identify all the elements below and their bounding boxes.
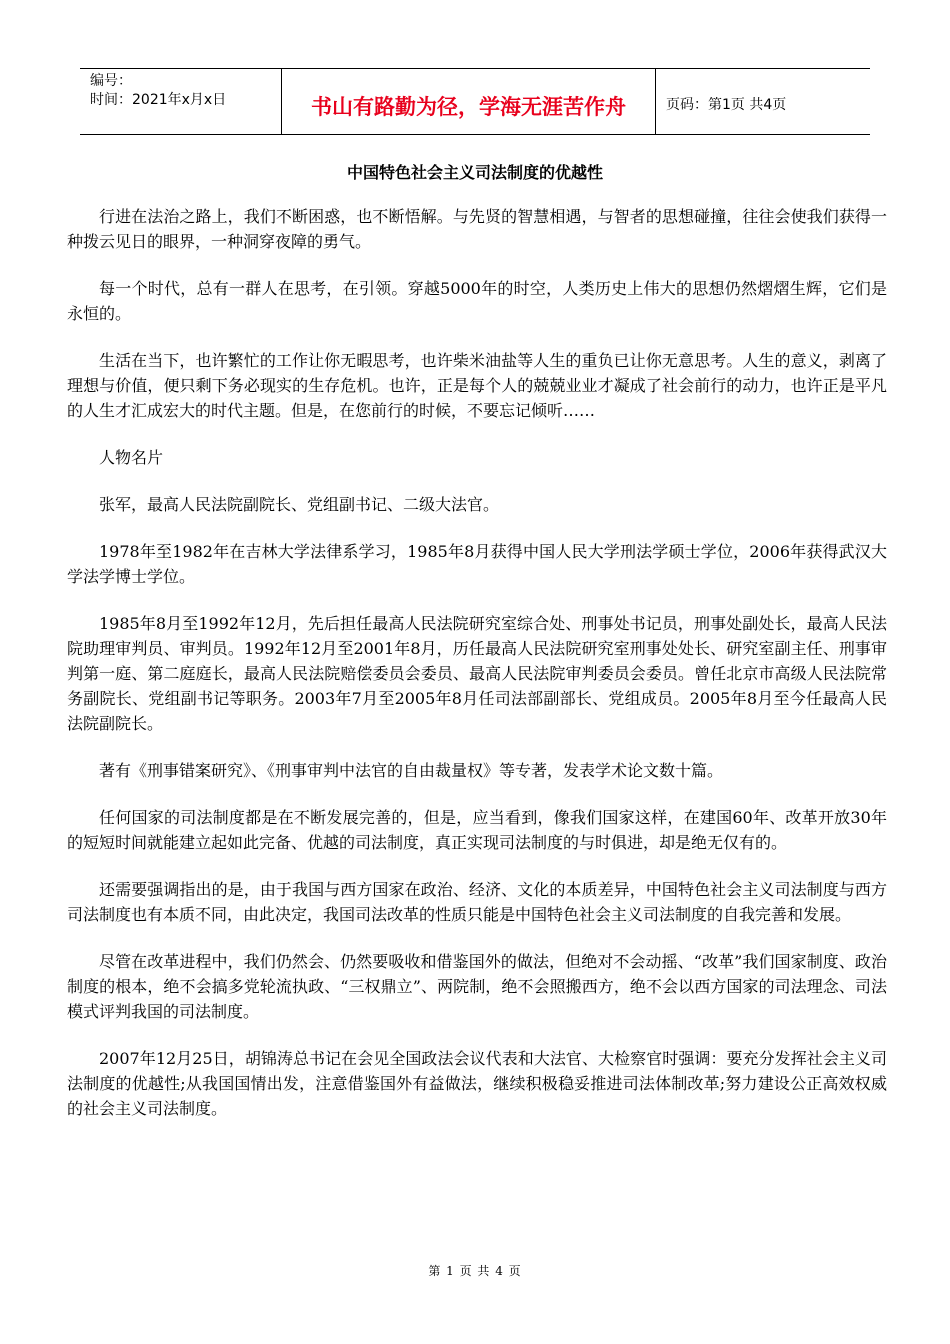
- paragraph: 行进在法治之路上，我们不断困惑，也不断悟解。与先贤的智慧相遇，与智者的思想碰撞，往往会使我们获得一种拨云见日的眼界，一种洞穿夜障的勇气。: [67, 207, 887, 251]
- header-slogan: 书山有路勤为径，学海无涯苦作舟: [282, 69, 656, 134]
- paragraph: 尽管在改革进程中，我们仍然会、仍然要吸收和借鉴国外的做法，但绝对不会动摇、“改革”我们国家制度、政治制度的根本，绝不会搞多党轮流执政、“三权鼎立”、两院制，绝不会照搬西方，绝不会以西方国家的司法理念、司法模式评判我国的司法制度。: [67, 952, 887, 1021]
- paragraph: 生活在当下，也许繁忙的工作让你无暇思考，也许柴米油盐等人生的重负已让你无意思考。人生的意义，剥离了理想与价值，便只剩下务必现实的生存危机。也许，正是每个人的兢兢业业才凝成了社会前行的动力，也许正是平凡的人生才汇成宏大的时代主题。但是，在您前行的时候，不要忘记倾听……: [67, 351, 887, 420]
- paragraph: 每一个时代，总有一群人在思考，在引领。穿越5000年的时空，人类历史上伟大的思想仍然熠熠生辉，它们是永恒的。: [67, 279, 887, 323]
- paragraph: 著有《刑事错案研究》、《刑事审判中法官的自由裁量权》等专著，发表学术论文数十篇。: [99, 761, 724, 780]
- document-header: [80, 68, 870, 135]
- paragraph: 张军，最高人民法院副院长、党组副书记、二级大法官。: [99, 495, 500, 514]
- paragraph: 人物名片: [99, 448, 164, 467]
- page-footer: 第 1 页 共 4 页: [428, 1264, 522, 1278]
- paragraph: 1978年至1982年在吉林大学法律系学习，1985年8月获得中国人民大学刑法学硕士学位，2006年获得武汉大学法学博士学位。: [67, 542, 887, 586]
- paragraph: 1985年8月至1992年12月，先后担任最高人民法院研究室综合处、刑事处书记员，刑事处副处长，最高人民法院助理审判员、审判员。1992年12月至2001年8月，历任最高人民法院研究室刑事处处长、研究室副主任、刑事审判第一庭、第二庭庭长，最高人民法院赔偿委员会委员、最高人民法院审判委员会委员。曾任北京市高级人民法院常务副院长、党组副书记等职务。2003年7月至2005年8月任司法部副部长、党组成员。2005年8月至今任最高人民法院副院长。: [67, 614, 887, 733]
- paragraph: 2007年12月25日，胡锦涛总书记在会见全国政法会议代表和大法官、大检察官时强调：要充分发挥社会主义司法制度的优越性;从我国国情出发，注意借鉴国外有益做法，继续积极稳妥推进司法体制改革;努力建设公正高效权威的社会主义司法制度。: [67, 1049, 887, 1118]
- paragraph: 还需要强调指出的是，由于我国与西方国家在政治、经济、文化的本质差异，中国特色社会主义司法制度与西方司法制度也有本质不同，由此决定，我国司法改革的性质只能是中国特色社会主义司法制度的自我完善和发展。: [67, 880, 887, 924]
- header-number-label: 编号：: [90, 73, 132, 89]
- header-time-label: 时间：2021年x月x日: [90, 92, 227, 108]
- header-meta: [80, 69, 282, 134]
- header-page-label: 页码：第1页 共4页: [666, 96, 787, 113]
- paragraph: 任何国家的司法制度都是在不断发展完善的，但是，应当看到，像我们国家这样，在建国60年、改革开放30年的短短时间就能建立起如此完备、优越的司法制度，真正实现司法制度的与时俱进，却是绝无仅有的。: [67, 808, 887, 852]
- document-body: [67, 204, 887, 1143]
- document-title: 中国特色社会主义司法制度的优越性: [346, 163, 603, 182]
